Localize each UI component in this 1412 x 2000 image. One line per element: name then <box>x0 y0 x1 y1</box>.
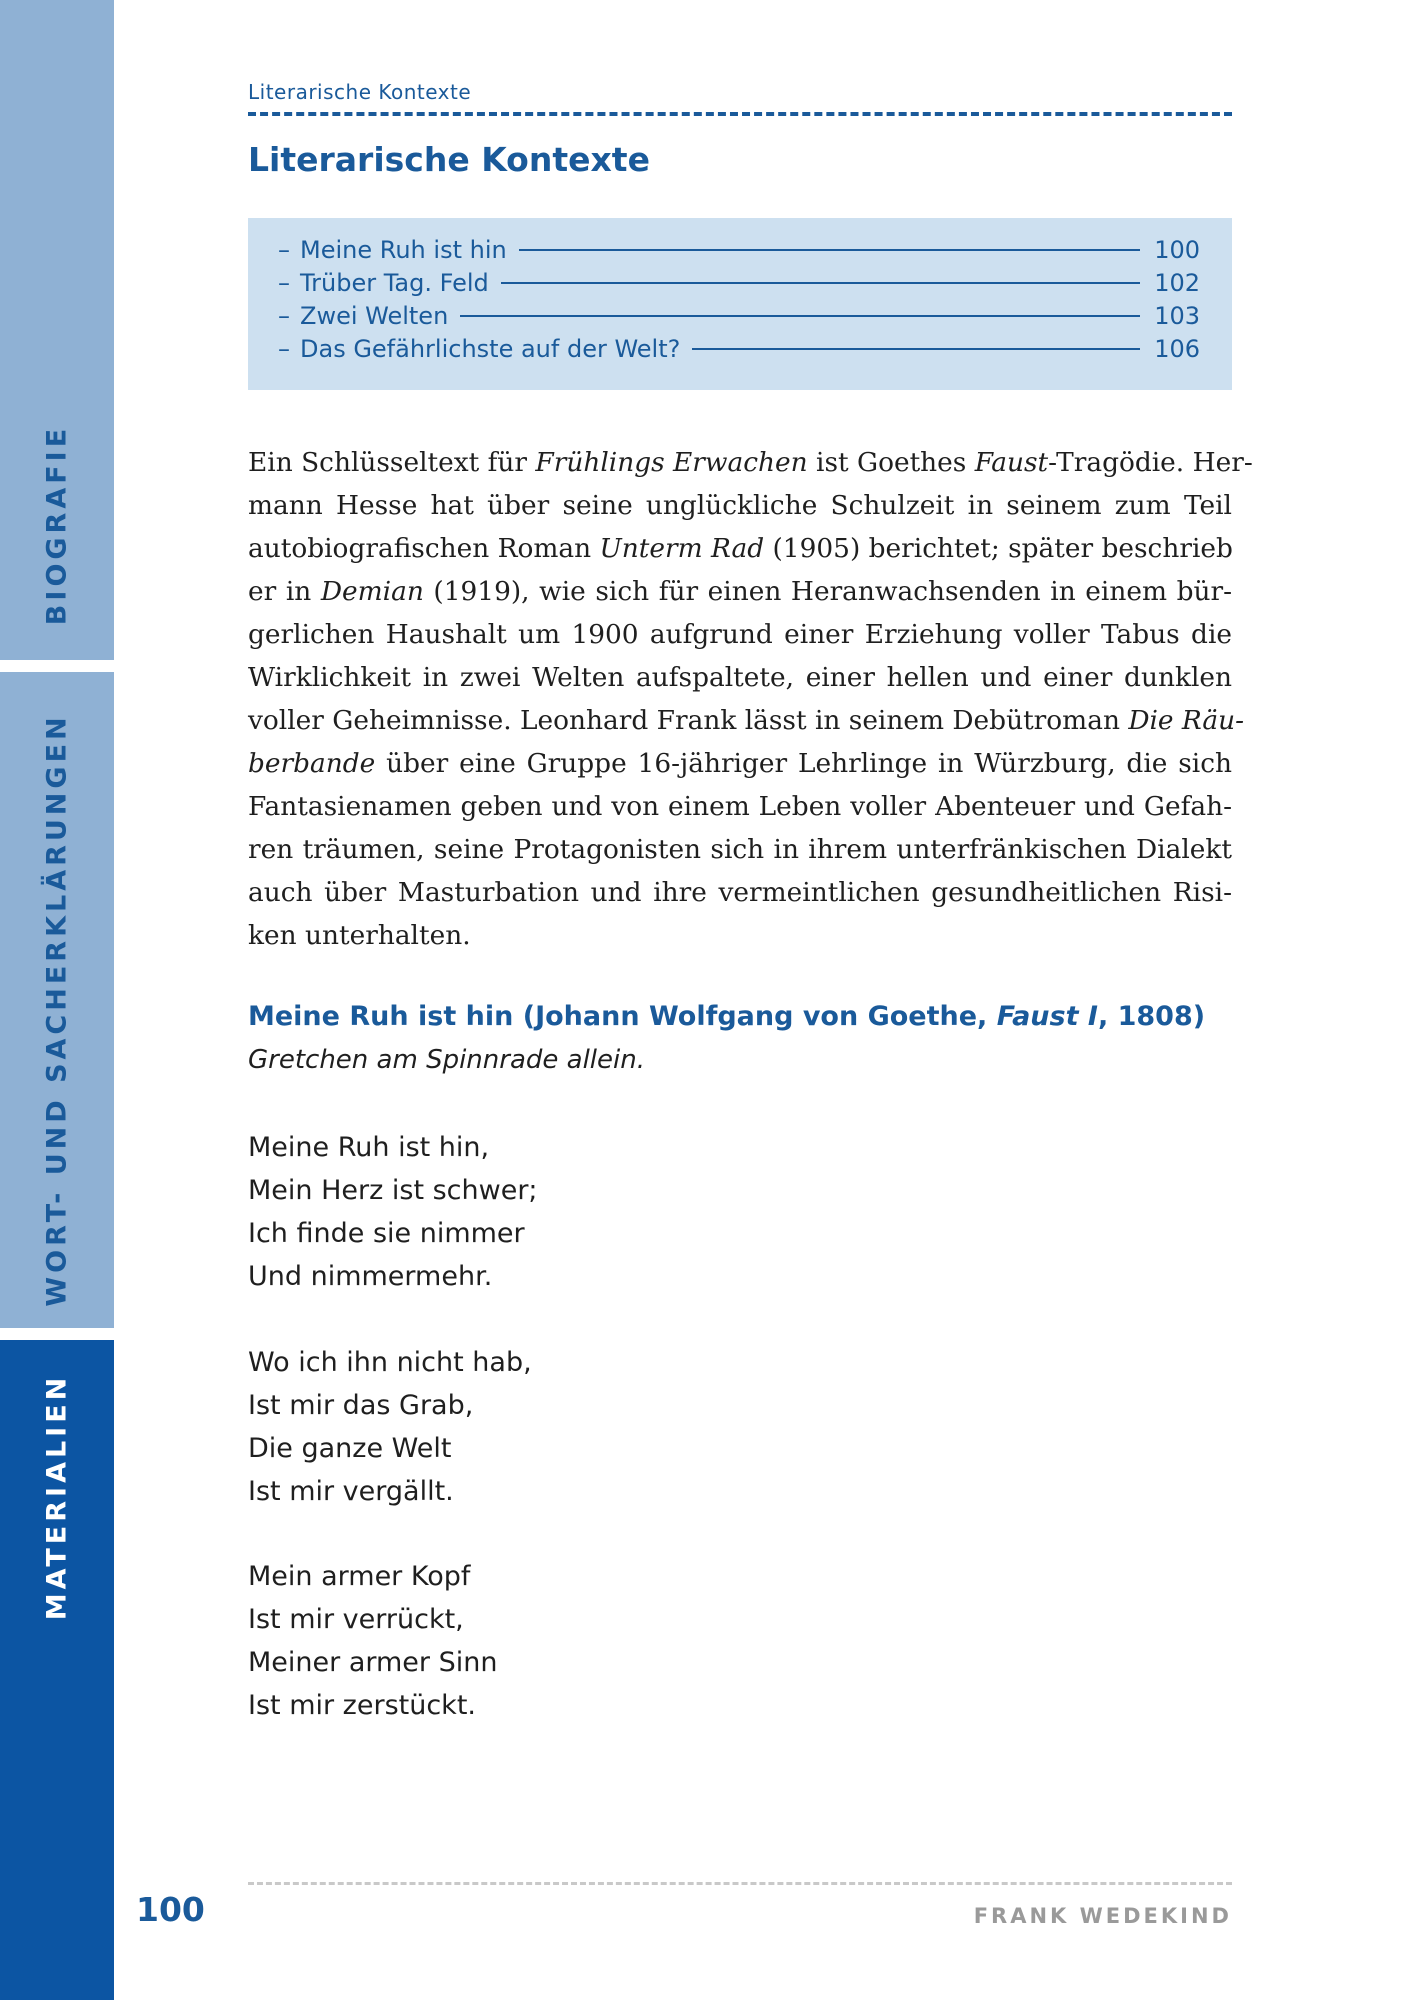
poem-heading-work: Faust I <box>996 1001 1098 1032</box>
body-text-run: ren träumen, seine Protagonisten sich in ihrem unterfränkischen Dialekt <box>248 834 1232 865</box>
poem-line: Ist mir das Grab, <box>248 1390 474 1421</box>
poem-line: Und nimmermehr. <box>248 1261 493 1292</box>
body-text-run: -Tragödie. Her- <box>1048 447 1253 478</box>
body-italic-run: berbande <box>248 748 376 779</box>
poem-line: Ist mir vergällt. <box>248 1476 454 1507</box>
toc-entry-label: Trüber Tag. Feld <box>300 269 489 297</box>
poem-line: Ist mir verrückt, <box>248 1604 464 1635</box>
body-italic-run: Unterm Rad <box>599 533 765 564</box>
body-italic-run: Faust <box>974 447 1049 478</box>
toc-leader <box>460 315 1140 317</box>
toc-entry[interactable]: – Das Gefährlichste auf der Welt? 106 <box>278 335 1200 363</box>
toc-leader <box>501 282 1140 284</box>
toc-entry[interactable]: – Meine Ruh ist hin 100 <box>278 236 1200 264</box>
toc-entry[interactable]: – Zwei Welten 103 <box>278 302 1200 330</box>
poem-line: Mein armer Kopf <box>248 1561 471 1592</box>
body-text-run: (1905) berichtet; später beschrieb <box>764 533 1233 564</box>
poem-heading <box>248 1001 1205 1032</box>
poem-line: Wo ich ihn nicht hab, <box>248 1347 532 1378</box>
poem-stanza <box>248 1555 497 1727</box>
body-line <box>248 785 1232 828</box>
body-text-run: voller Geheimnisse. Leonhard Frank lässt in seinem Debütroman <box>248 705 1129 736</box>
body-text-run: (1919), wie sich für einen Heranwachsenden in einem bür- <box>423 576 1232 607</box>
poem-heading-text: Meine Ruh ist hin (Johann Wolfgang von Goethe, <box>248 1001 997 1032</box>
toc-entry-page: 100 <box>1154 236 1200 264</box>
body-text-run: auch über Masturbation und ihre vermeintlichen gesundheitlichen Risi- <box>248 877 1232 908</box>
body-line <box>248 742 1232 785</box>
toc-entry-page: 106 <box>1154 335 1200 363</box>
page-number: 100 <box>136 1890 205 1929</box>
body-text-run: autobiografischen Roman <box>248 533 600 564</box>
poem-line: Mein Herz ist schwer; <box>248 1175 538 1206</box>
tab-wort-label: WORT- UND SACHERKLÄRUNGEN <box>41 713 73 1307</box>
body-line <box>248 914 1232 957</box>
section-title: Literarische Kontexte <box>248 140 650 179</box>
running-head: Literarische Kontexte <box>248 80 472 104</box>
tab-materialien-label: MATERIALIEN <box>41 1373 73 1621</box>
toc-entry-label: Zwei Welten <box>300 302 449 330</box>
poem-line: Die ganze Welt <box>248 1433 452 1464</box>
body-text-run: ist Goethes <box>807 447 975 478</box>
toc-entry-label: Das Gefährlichste auf der Welt? <box>300 335 681 363</box>
body-line <box>248 613 1232 656</box>
toc-entry[interactable]: – Trüber Tag. Feld 102 <box>278 269 1200 297</box>
poem-line: Meine Ruh ist hin, <box>248 1132 490 1163</box>
body-text-run: über eine Gruppe 16-jähriger Lehrlinge in Würzburg, die sich <box>375 748 1232 779</box>
body-italic-run: Demian <box>320 576 424 607</box>
toc-entry-page: 103 <box>1154 302 1200 330</box>
body-line <box>248 527 1232 570</box>
body-line <box>248 871 1232 914</box>
body-text-run: ken unterhalten. <box>248 920 471 951</box>
body-text-run: Wirklichkeit in zwei Welten aufspaltete, einer hellen und einer dunklen <box>248 662 1232 693</box>
body-italic-run: Die Räu- <box>1128 705 1245 736</box>
poem-heading-year: , 1808) <box>1097 1001 1206 1032</box>
poem-stanza <box>248 1341 532 1513</box>
body-line <box>248 570 1232 613</box>
body-line <box>248 656 1232 699</box>
body-text-run: Fantasienamen geben und von einem Leben voller Abenteuer und Gefah- <box>248 791 1232 822</box>
footer-author: FRANK WEDEKIND <box>973 1904 1232 1928</box>
footer-rule <box>248 1882 1232 1885</box>
tab-materialien[interactable] <box>0 1340 114 2000</box>
poem-line: Ich finde sie nimmer <box>248 1218 525 1249</box>
poem-stanza <box>248 1126 538 1298</box>
body-paragraph <box>248 441 1253 957</box>
body-text-run: er in <box>248 576 321 607</box>
body-line <box>248 484 1232 527</box>
body-italic-run: Frühlings Erwachen <box>535 447 808 478</box>
body-text-run: mann Hesse hat über seine unglückliche Schulzeit in seinem zum Teil <box>248 490 1232 521</box>
body-line <box>248 441 1253 484</box>
poem-line: Meiner armer Sinn <box>248 1647 498 1678</box>
tab-wort-und-sacherklaerungen[interactable] <box>0 672 114 1328</box>
toc-box <box>248 218 1232 390</box>
sidebar <box>0 0 114 2000</box>
tab-biografie-label: BIOGRAFIE <box>41 424 73 626</box>
toc-leader <box>692 348 1140 350</box>
header-rule <box>248 112 1232 116</box>
tab-biografie[interactable] <box>0 0 114 660</box>
toc-entry-label: Meine Ruh ist hin <box>300 236 507 264</box>
poem-subtitle: Gretchen am Spinnrade allein. <box>248 1045 645 1075</box>
body-text-run: Ein Schlüsseltext für <box>248 447 536 478</box>
body-text-run: gerlichen Haushalt um 1900 aufgrund einer Erziehung voller Tabus die <box>248 619 1232 650</box>
body-line <box>248 699 1245 742</box>
toc-leader <box>519 249 1140 251</box>
poem-line: Ist mir zerstückt. <box>248 1690 476 1721</box>
body-line <box>248 828 1232 871</box>
toc-entry-page: 102 <box>1154 269 1200 297</box>
